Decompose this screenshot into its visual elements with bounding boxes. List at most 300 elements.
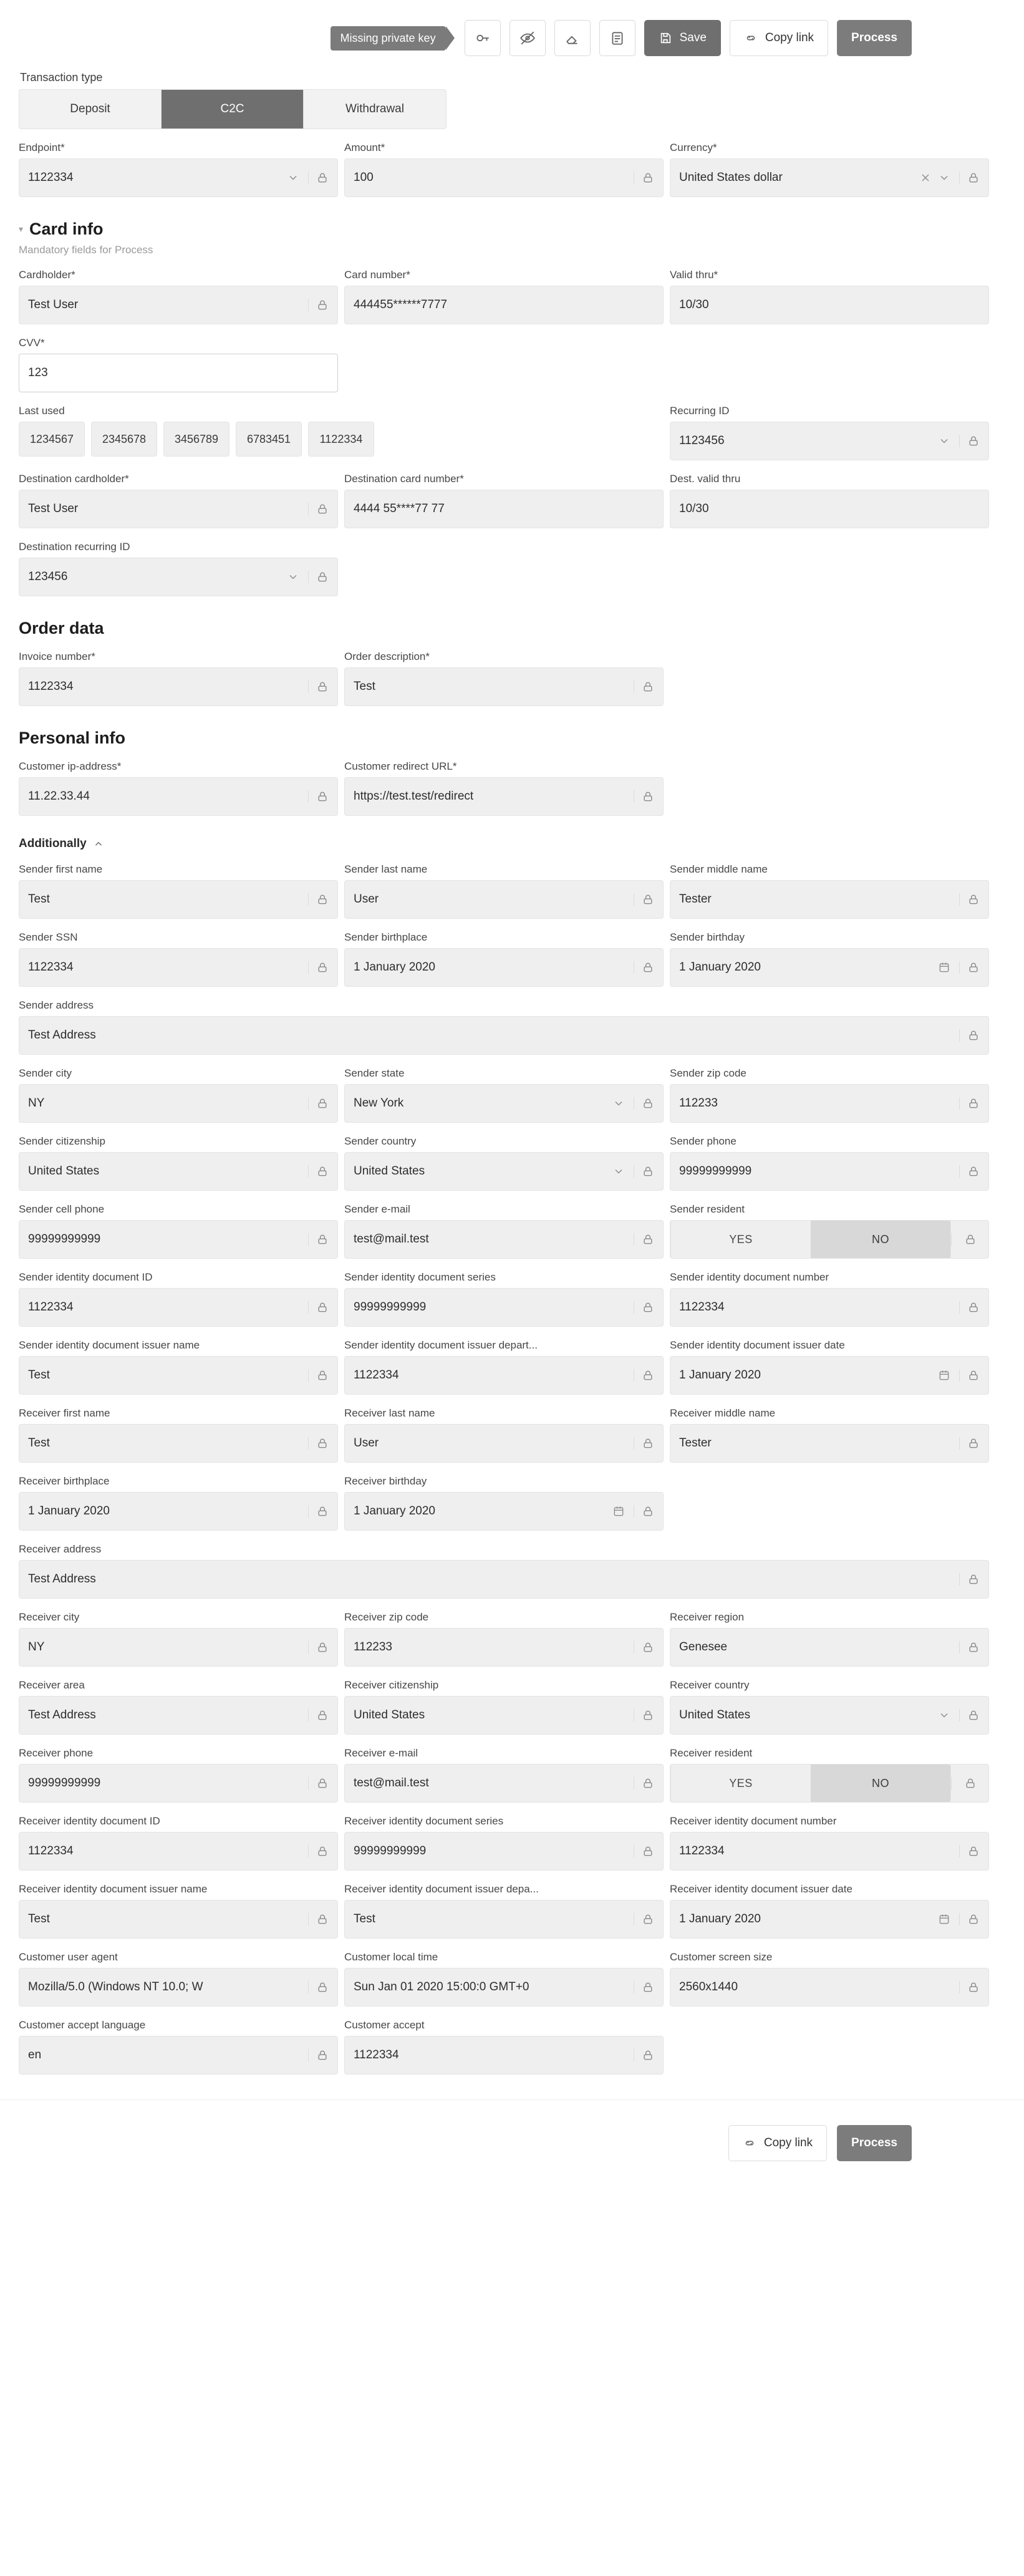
lock-icon[interactable] <box>634 1301 654 1314</box>
personal-info-section <box>19 729 1005 748</box>
receiver-country-label: Receiver country <box>670 1679 750 1691</box>
receiver-address-group <box>19 1543 989 1599</box>
receiver-birthplace-label: Receiver birthplace <box>19 1475 110 1487</box>
process-label: Process <box>851 31 897 44</box>
receiver-zip-code-input[interactable] <box>344 1628 664 1667</box>
sender-identity-document-id-value: 1122334 <box>28 1300 74 1314</box>
receiver-birthday-input[interactable] <box>344 1492 664 1531</box>
lock-icon[interactable] <box>308 1981 329 1993</box>
lock-icon[interactable] <box>959 893 980 906</box>
receiver-region-input[interactable] <box>670 1628 989 1667</box>
receiver-e-mail-value: test@mail.test <box>354 1776 429 1789</box>
endpoint-select[interactable] <box>19 158 338 197</box>
receiver-e-mail-label: Receiver e-mail <box>344 1747 418 1759</box>
endpoint-value: 1122334 <box>28 171 74 184</box>
receiver-identity-document-number-input[interactable] <box>670 1832 989 1871</box>
last-used-chip[interactable]: 6783451 <box>236 422 302 457</box>
sender-resident-toggle[interactable] <box>670 1220 989 1259</box>
lock-icon[interactable] <box>634 1777 654 1789</box>
customer-user-agent-label: Customer user agent <box>19 1951 118 1963</box>
receiver-birthplace-group <box>19 1475 338 1531</box>
receiver-birthday-label: Receiver birthday <box>344 1475 427 1487</box>
copy-link-button[interactable] <box>730 20 828 56</box>
top-toolbar <box>0 0 1024 65</box>
lock-icon[interactable] <box>634 1709 654 1721</box>
receiver-city-label: Receiver city <box>19 1611 80 1623</box>
receiver-phone-input[interactable] <box>19 1764 338 1803</box>
lock-icon[interactable] <box>959 1097 980 1110</box>
lock-icon[interactable] <box>959 172 980 184</box>
tab-c2c[interactable]: C2C <box>162 90 304 128</box>
card-number-label: Card number* <box>344 269 410 281</box>
receiver-identity-document-series-label: Receiver identity document series <box>344 1815 504 1827</box>
chevron-down-icon[interactable] <box>612 1097 625 1110</box>
process-button[interactable] <box>837 20 912 56</box>
recurring-id-label: Recurring ID <box>670 405 730 417</box>
sender-birthday-label: Sender birthday <box>670 931 745 943</box>
lock-icon[interactable] <box>959 1981 980 1993</box>
sender-identity-document-id-label: Sender identity document ID <box>19 1271 153 1283</box>
sender-phone-input[interactable] <box>670 1152 989 1191</box>
receiver-identity-document-issuer-depa-label: Receiver identity document issuer depa... <box>344 1883 539 1895</box>
receiver-area-value: Test Address <box>28 1708 96 1721</box>
recurring-id-group <box>670 405 989 460</box>
sender-identity-document-series-group <box>344 1271 664 1327</box>
receiver-e-mail-group <box>344 1747 664 1803</box>
field-row <box>19 1747 1005 1803</box>
receiver-identity-document-issuer-depa-value: Test <box>354 1912 375 1925</box>
sender-zip-code-input[interactable] <box>670 1084 989 1123</box>
receiver-zip-code-group <box>344 1611 664 1667</box>
lock-icon[interactable] <box>634 1913 654 1925</box>
sender-phone-label: Sender phone <box>670 1135 737 1147</box>
sender-cell-phone-value: 99999999999 <box>28 1232 101 1246</box>
sender-last-name-value: User <box>354 893 379 906</box>
receiver-city-input[interactable] <box>19 1628 338 1667</box>
calendar-icon[interactable] <box>612 1505 625 1518</box>
receiver-identity-document-id-value: 1122334 <box>28 1844 74 1857</box>
lock-icon[interactable] <box>959 1029 980 1042</box>
footer-process-label: Process <box>851 2136 897 2149</box>
card-info-section <box>19 220 1005 256</box>
receiver-last-name-input[interactable] <box>344 1424 664 1463</box>
invoice-number-input[interactable] <box>19 667 338 706</box>
invoice-number-group <box>19 651 338 706</box>
lock-icon[interactable] <box>634 893 654 906</box>
field-row <box>19 1951 1005 2007</box>
customer-accept-value: 1122334 <box>354 2048 399 2061</box>
receiver-identity-document-number-group <box>670 1815 989 1871</box>
sender-identity-document-issuer-name-label: Sender identity document issuer name <box>19 1339 200 1351</box>
lock-icon[interactable] <box>308 503 329 515</box>
sender-ssn-input[interactable] <box>19 948 338 987</box>
receiver-birthday-value: 1 January 2020 <box>354 1504 435 1518</box>
sender-resident-no[interactable]: NO <box>811 1221 950 1258</box>
cardholder-group <box>19 269 338 324</box>
order-description-label: Order description* <box>344 651 430 662</box>
receiver-middle-name-group <box>670 1407 989 1463</box>
sender-identity-document-number-input[interactable] <box>670 1288 989 1327</box>
lock-icon[interactable] <box>634 961 654 974</box>
lock-icon[interactable] <box>951 1777 988 1789</box>
chevron-up-icon[interactable] <box>93 838 104 850</box>
customer-accept-group <box>344 2019 664 2075</box>
cardholder-value: Test User <box>28 298 79 311</box>
field-row <box>19 1815 1005 1871</box>
last-used-chip[interactable]: 1122334 <box>308 422 374 457</box>
currency-field-group <box>670 142 989 197</box>
customer-user-agent-input[interactable] <box>19 1968 338 2007</box>
last-used-chip[interactable]: 1234567 <box>19 422 85 457</box>
sender-e-mail-input[interactable] <box>344 1220 664 1259</box>
sender-identity-document-id-input[interactable] <box>19 1288 338 1327</box>
lock-icon[interactable] <box>308 1233 329 1246</box>
receiver-address-input[interactable] <box>19 1560 989 1599</box>
sender-ssn-value: 1122334 <box>28 961 74 974</box>
sender-state-value: New York <box>354 1097 404 1110</box>
order-description-input[interactable] <box>344 667 664 706</box>
lock-icon[interactable] <box>308 299 329 311</box>
sender-e-mail-label: Sender e-mail <box>344 1203 410 1215</box>
receiver-first-name-label: Receiver first name <box>19 1407 110 1419</box>
currency-label: Currency* <box>670 142 717 153</box>
invoice-number-value: 1122334 <box>28 680 74 693</box>
order-description-value: Test <box>354 680 375 693</box>
field-row <box>19 1339 1005 1395</box>
cvv-input[interactable] <box>19 354 338 392</box>
receiver-resident-yes[interactable]: YES <box>729 1776 753 1789</box>
lock-icon[interactable] <box>634 1437 654 1450</box>
customer-screen-size-label: Customer screen size <box>670 1951 773 1963</box>
dest-valid-thru-label: Dest. valid thru <box>670 473 741 485</box>
top-fields-row <box>19 142 1005 197</box>
lock-icon[interactable] <box>951 1233 988 1246</box>
eraser-icon <box>564 30 581 46</box>
sender-identity-document-series-input[interactable] <box>344 1288 664 1327</box>
customer-redirect-url-input[interactable] <box>344 777 664 816</box>
receiver-birthplace-value: 1 January 2020 <box>28 1504 110 1518</box>
customer-ip-value: 11.22.33.44 <box>28 790 90 803</box>
lock-icon[interactable] <box>634 1369 654 1382</box>
field-row <box>19 1067 1005 1123</box>
field-row <box>19 1475 1005 1531</box>
sender-identity-document-issuer-depart-label: Sender identity document issuer depart... <box>344 1339 538 1351</box>
customer-redirect-url-group <box>344 760 664 816</box>
customer-local-time-value: Sun Jan 01 2020 15:00:0 GMT+0 <box>354 1980 529 1993</box>
customer-redirect-url-value: https://test.test/redirect <box>354 790 474 803</box>
lock-icon[interactable] <box>959 1709 980 1721</box>
field-row <box>19 1271 1005 1327</box>
last-used-chip[interactable]: 3456789 <box>163 422 229 457</box>
sender-resident-options[interactable] <box>670 1220 951 1259</box>
lock-icon[interactable] <box>959 1165 980 1178</box>
dest-recurring-row <box>19 541 1005 596</box>
lock-icon[interactable] <box>308 1845 329 1857</box>
sender-address-value: Test Address <box>28 1029 96 1042</box>
lock-icon[interactable] <box>308 1369 329 1382</box>
recurring-id-value: 1123456 <box>679 434 725 447</box>
dest-cardholder-input[interactable] <box>19 490 338 528</box>
receiver-zip-code-label: Receiver zip code <box>344 1611 429 1623</box>
lock-icon[interactable] <box>959 1845 980 1857</box>
sender-city-group <box>19 1067 338 1123</box>
order-data-section <box>19 619 1005 638</box>
lock-icon[interactable] <box>959 435 980 447</box>
lock-icon[interactable] <box>308 1437 329 1450</box>
lock-icon[interactable] <box>308 1301 329 1314</box>
cardholder-input[interactable] <box>19 286 338 324</box>
lock-icon[interactable] <box>308 1913 329 1925</box>
sender-resident-label: Sender resident <box>670 1203 745 1215</box>
amount-input[interactable] <box>344 158 664 197</box>
sender-birthday-group <box>670 931 989 987</box>
receiver-resident-no[interactable]: NO <box>811 1765 950 1802</box>
receiver-first-name-input[interactable] <box>19 1424 338 1463</box>
receiver-area-input[interactable] <box>19 1696 338 1735</box>
sender-address-group <box>19 999 989 1055</box>
receiver-area-group <box>19 1679 338 1735</box>
customer-ip-input[interactable] <box>19 777 338 816</box>
sender-identity-document-issuer-name-group <box>19 1339 338 1395</box>
receiver-country-select[interactable] <box>670 1696 989 1735</box>
lock-icon[interactable] <box>308 893 329 906</box>
receiver-resident-label: Receiver resident <box>670 1747 753 1759</box>
dest-valid-thru-value: 10/30 <box>679 502 709 515</box>
last-used-label: Last used <box>19 405 65 417</box>
sender-citizenship-input[interactable] <box>19 1152 338 1191</box>
receiver-zip-code-value: 112233 <box>354 1640 392 1654</box>
lock-icon[interactable] <box>959 1913 980 1925</box>
chevron-down-icon[interactable] <box>938 435 950 447</box>
valid-thru-input[interactable] <box>670 286 989 324</box>
currency-select[interactable] <box>670 158 989 197</box>
sender-birthday-input[interactable] <box>670 948 989 987</box>
receiver-city-value: NY <box>28 1640 45 1654</box>
lock-icon[interactable] <box>634 680 654 693</box>
lock-icon[interactable] <box>634 1845 654 1857</box>
sender-state-group <box>344 1067 664 1123</box>
log-button[interactable] <box>599 20 635 56</box>
card-info-subtitle: Mandatory fields for Process <box>19 244 153 256</box>
chevron-down-icon[interactable] <box>287 571 299 583</box>
additionally-toggle[interactable] <box>19 837 1005 851</box>
last-used-chip[interactable]: 2345678 <box>91 422 157 457</box>
customer-redirect-url-label: Customer redirect URL* <box>344 760 457 772</box>
lock-icon[interactable] <box>634 172 654 184</box>
lock-icon[interactable] <box>634 2049 654 2061</box>
dest-recurring-id-select[interactable] <box>19 558 338 596</box>
receiver-birthplace-input[interactable] <box>19 1492 338 1531</box>
lock-icon[interactable] <box>308 1505 329 1518</box>
receiver-identity-document-issuer-depa-input[interactable] <box>344 1900 664 1939</box>
receiver-identity-document-series-group <box>344 1815 664 1871</box>
lock-icon[interactable] <box>308 1097 329 1110</box>
lock-icon[interactable] <box>634 1641 654 1654</box>
dest-recurring-id-group <box>19 541 338 596</box>
receiver-identity-document-issuer-name-group <box>19 1883 338 1939</box>
receiver-resident-toggle[interactable] <box>670 1764 989 1803</box>
additional-fields-container <box>19 863 1005 2075</box>
sender-middle-name-input[interactable] <box>670 880 989 919</box>
sender-birthplace-label: Sender birthplace <box>344 931 428 943</box>
receiver-identity-document-issuer-date-value: 1 January 2020 <box>679 1912 761 1925</box>
sender-birthplace-input[interactable] <box>344 948 664 987</box>
receiver-identity-document-issuer-name-label: Receiver identity document issuer name <box>19 1883 208 1895</box>
lock-icon[interactable] <box>959 961 980 974</box>
receiver-country-value: United States <box>679 1708 751 1721</box>
sender-first-name-value: Test <box>28 893 50 906</box>
lock-icon[interactable] <box>308 571 329 583</box>
customer-ip-label: Customer ip-address* <box>19 760 122 772</box>
sender-birthplace-value: 1 January 2020 <box>354 961 435 974</box>
sender-middle-name-group <box>670 863 989 919</box>
dest-valid-thru-input[interactable] <box>670 490 989 528</box>
tab-deposit[interactable]: Deposit <box>19 90 162 128</box>
collapse-caret-icon[interactable]: ▾ <box>19 224 24 234</box>
lock-icon[interactable] <box>634 1233 654 1246</box>
receiver-identity-document-issuer-date-label: Receiver identity document issuer date <box>670 1883 853 1895</box>
field-row <box>19 1543 1005 1599</box>
sender-identity-document-id-group <box>19 1271 338 1327</box>
chevron-down-icon[interactable] <box>612 1165 625 1178</box>
receiver-identity-document-issuer-date-input[interactable] <box>670 1900 989 1939</box>
dest-card-number-group <box>344 473 664 528</box>
dest-cardholder-group <box>19 473 338 528</box>
card-number-input[interactable] <box>344 286 664 324</box>
dest-recurring-id-label: Destination recurring ID <box>19 541 130 553</box>
lock-icon[interactable] <box>959 1641 980 1654</box>
sender-cell-phone-input[interactable] <box>19 1220 338 1259</box>
amount-label: Amount* <box>344 142 385 153</box>
transaction-type-switch[interactable] <box>19 89 447 129</box>
calendar-icon[interactable] <box>938 1913 950 1925</box>
calendar-icon[interactable] <box>938 1369 950 1382</box>
sender-country-group <box>344 1135 664 1191</box>
customer-accept-language-input[interactable] <box>19 2036 338 2075</box>
field-row <box>19 1883 1005 1939</box>
valid-thru-label: Valid thru* <box>670 269 718 281</box>
toggle-visibility-button[interactable] <box>510 20 546 56</box>
receiver-citizenship-input[interactable] <box>344 1696 664 1735</box>
lock-icon[interactable] <box>959 1573 980 1586</box>
sender-state-select[interactable] <box>344 1084 664 1123</box>
sender-e-mail-value: test@mail.test <box>354 1232 429 1246</box>
sender-first-name-input[interactable] <box>19 880 338 919</box>
lock-icon[interactable] <box>308 172 329 184</box>
receiver-identity-document-issuer-name-input[interactable] <box>19 1900 338 1939</box>
receiver-middle-name-input[interactable] <box>670 1424 989 1463</box>
lock-icon[interactable] <box>634 1505 654 1518</box>
clear-form-button[interactable] <box>554 20 591 56</box>
lock-icon[interactable] <box>308 2049 329 2061</box>
lock-icon[interactable] <box>308 1777 329 1789</box>
sender-birthplace-group <box>344 931 664 987</box>
lock-icon[interactable] <box>308 1641 329 1654</box>
sender-zip-code-label: Sender zip code <box>670 1067 746 1079</box>
dest-card-number-value: 4444 55****77 77 <box>354 502 445 515</box>
sender-identity-document-issuer-depart-input[interactable] <box>344 1356 664 1395</box>
recurring-id-select[interactable] <box>670 422 989 460</box>
sender-city-value: NY <box>28 1097 45 1110</box>
lock-icon[interactable] <box>634 790 654 803</box>
sender-identity-document-issuer-name-input[interactable] <box>19 1356 338 1395</box>
sender-phone-value: 99999999999 <box>679 1165 752 1178</box>
lock-icon[interactable] <box>634 1097 654 1110</box>
receiver-phone-value: 99999999999 <box>28 1776 101 1789</box>
receiver-identity-document-id-input[interactable] <box>19 1832 338 1871</box>
sender-address-input[interactable] <box>19 1016 989 1055</box>
sender-identity-document-issuer-date-label: Sender identity document issuer date <box>670 1339 845 1351</box>
key-icon-button[interactable] <box>465 20 501 56</box>
customer-screen-size-input[interactable] <box>670 1968 989 2007</box>
receiver-address-label: Receiver address <box>19 1543 102 1555</box>
sender-identity-document-issuer-date-input[interactable] <box>670 1356 989 1395</box>
receiver-resident-options[interactable] <box>670 1764 951 1803</box>
lock-icon[interactable] <box>308 961 329 974</box>
last-used-chips <box>19 422 664 457</box>
customer-local-time-input[interactable] <box>344 1968 664 2007</box>
footer-copy-link-button[interactable] <box>728 2125 827 2161</box>
receiver-identity-document-series-input[interactable] <box>344 1832 664 1871</box>
sender-phone-group <box>670 1135 989 1191</box>
close-icon[interactable] <box>919 172 932 184</box>
endpoint-label: Endpoint* <box>19 142 65 153</box>
dest-valid-thru-group <box>670 473 989 528</box>
sender-cell-phone-label: Sender cell phone <box>19 1203 105 1215</box>
lock-icon[interactable] <box>959 1369 980 1382</box>
sender-resident-yes[interactable]: YES <box>729 1232 753 1246</box>
lock-icon[interactable] <box>308 1165 329 1178</box>
customer-accept-input[interactable] <box>344 2036 664 2075</box>
customer-local-time-group <box>344 1951 664 2007</box>
sender-middle-name-label: Sender middle name <box>670 863 768 875</box>
receiver-e-mail-input[interactable] <box>344 1764 664 1803</box>
card-number-value: 444455******7777 <box>354 298 448 311</box>
sender-city-input[interactable] <box>19 1084 338 1123</box>
receiver-region-group <box>670 1611 989 1667</box>
customer-ip-group <box>19 760 338 816</box>
lock-icon[interactable] <box>959 1301 980 1314</box>
chevron-down-icon[interactable] <box>938 172 950 184</box>
amount-value: 100 <box>354 171 374 184</box>
customer-accept-language-label: Customer accept language <box>19 2019 146 2031</box>
save-label: Save <box>679 31 707 44</box>
currency-value: United States dollar <box>679 171 783 184</box>
chevron-down-icon[interactable] <box>287 172 299 184</box>
sender-country-select[interactable] <box>344 1152 664 1191</box>
footer-process-button[interactable] <box>837 2125 912 2161</box>
lock-icon[interactable] <box>308 1709 329 1721</box>
tab-withdrawal[interactable]: Withdrawal <box>345 102 404 115</box>
chevron-down-icon[interactable] <box>938 1709 950 1721</box>
lock-icon[interactable] <box>308 790 329 803</box>
sender-identity-document-series-value: 99999999999 <box>354 1300 427 1314</box>
missing-private-key-badge <box>331 26 446 51</box>
receiver-country-group <box>670 1679 989 1735</box>
calendar-icon[interactable] <box>938 961 950 974</box>
lock-icon[interactable] <box>634 1165 654 1178</box>
receiver-identity-document-series-value: 99999999999 <box>354 1844 427 1857</box>
receiver-identity-document-number-value: 1122334 <box>679 1844 725 1857</box>
dest-card-number-input[interactable] <box>344 490 664 528</box>
lock-icon[interactable] <box>634 1981 654 1993</box>
save-button[interactable] <box>644 20 721 56</box>
customer-user-agent-value: Mozilla/5.0 (Windows NT 10.0; W <box>28 1980 203 1993</box>
lock-icon[interactable] <box>959 1437 980 1450</box>
lock-icon[interactable] <box>308 680 329 693</box>
receiver-region-value: Genesee <box>679 1640 728 1654</box>
sender-last-name-input[interactable] <box>344 880 664 919</box>
